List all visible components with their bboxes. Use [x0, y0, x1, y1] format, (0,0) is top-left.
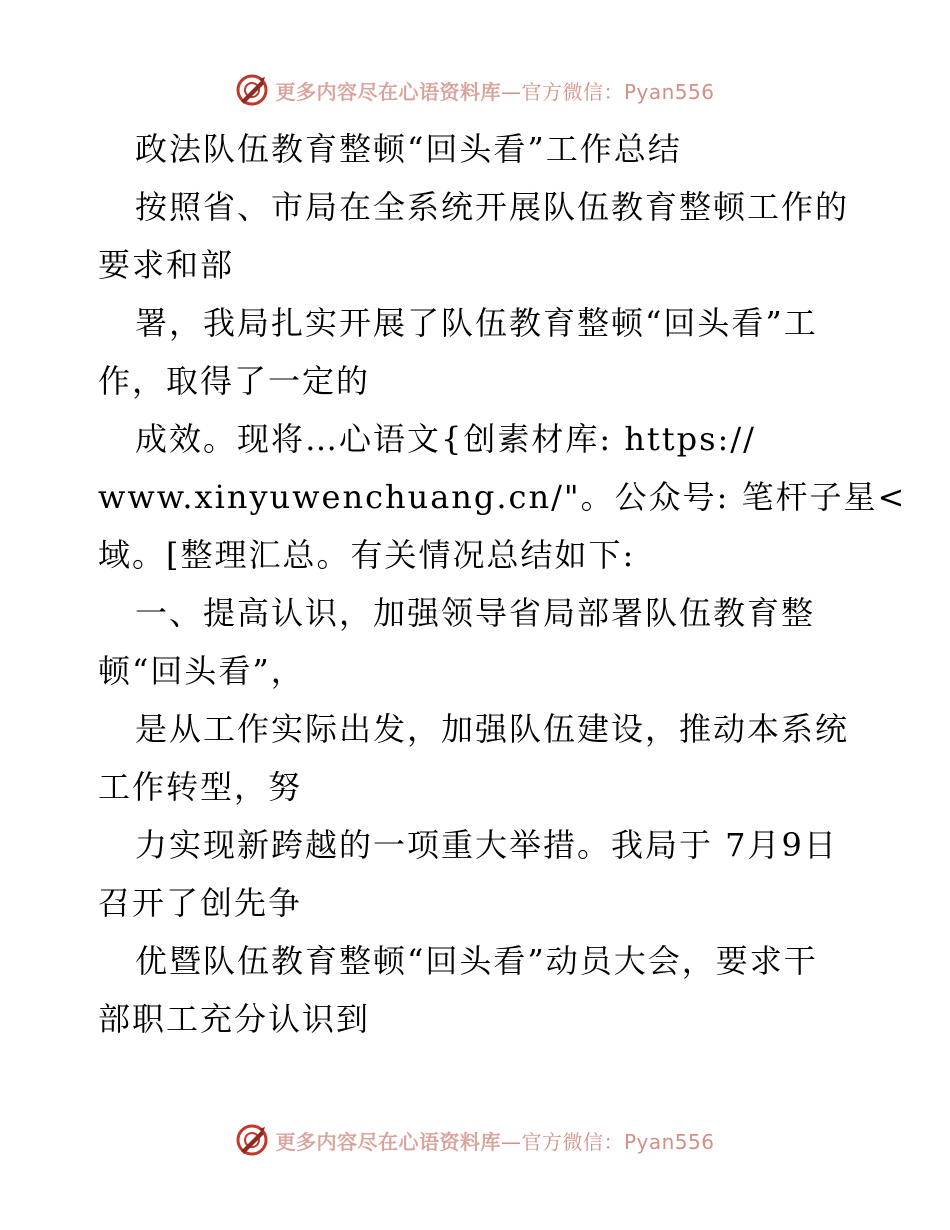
document-line: 一、提高认识，加强领导省局部署队伍教育整 [135, 594, 816, 632]
footer-watermark [0, 1120, 950, 1160]
logo-icon [235, 73, 269, 107]
document-line: 成效。现将…心语文{创素材库: https:// [135, 420, 756, 458]
document-line: 是从工作实际出发，加强队伍建设，推动本系统 [135, 710, 850, 748]
document-line: 作，取得了一定的 [98, 362, 371, 400]
document-line: 署，我局扎实开展了队伍教育整顿“回头看”工 [135, 304, 818, 342]
watermark-contact-text: —官方微信：Pyan556 [500, 79, 715, 104]
watermark-text [275, 1126, 714, 1155]
document-body [98, 120, 907, 1048]
document-title: 政法队伍教育整顿“回头看”工作总结 [135, 130, 682, 168]
document-line: 召开了创先争 [98, 884, 303, 922]
watermark-site-text: 更多内容尽在心语资料库 [275, 79, 501, 104]
document-line: 按照省、市局在全系统开展队伍教育整顿工作的 [135, 188, 850, 226]
document-line: 顿“回头看”， [98, 652, 305, 690]
watermark-site-text: 更多内容尽在心语资料库 [275, 1129, 501, 1154]
header-watermark [0, 70, 950, 110]
document-line: www.xinyuwenchuang.cn/"。公众号: 笔杆子星< [98, 478, 907, 516]
watermark-contact-text: —官方微信：Pyan556 [500, 1129, 715, 1154]
document-line: 要求和部 [98, 246, 235, 284]
document-line: 部职工充分认识到 [98, 1000, 371, 1038]
logo-icon [235, 1123, 269, 1157]
document-line: 优暨队伍教育整顿“回头看”动员大会，要求干 [135, 942, 818, 980]
document-line: 工作转型，努 [98, 768, 303, 806]
document-line: 力实现新跨越的一项重大举措。我局于 7月9日 [135, 826, 838, 864]
watermark-text [275, 76, 714, 105]
document-line: 域。[整理汇总。有关情况总结如下: [98, 536, 636, 574]
